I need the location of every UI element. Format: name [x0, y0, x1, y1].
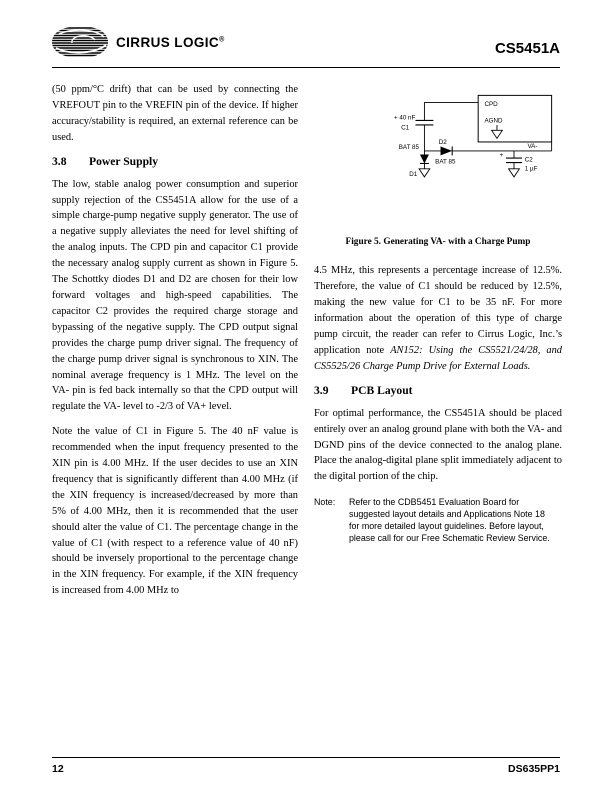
cirrus-swirl-icon: [50, 24, 112, 60]
note-text: Refer to the CDB5451 Evaluation Board for suggested layout details and Applications Note 18 for more detailed layout guidelines. Before layout, please call for our Free Schematic Review Service.: [349, 497, 550, 543]
label-agnd: AGND: [484, 117, 503, 125]
section-heading-power-supply: [52, 155, 298, 168]
registered-mark: ®: [219, 36, 225, 43]
left-column: [52, 82, 298, 608]
section-title: PCB Layout: [351, 383, 413, 397]
figure-5-caption: Figure 5. Generating VA- with a Charge Pump: [345, 237, 531, 248]
label-bat85-d2: BAT 85: [435, 158, 456, 166]
charge-pump-paragraph: [314, 263, 562, 374]
label-c1-value: 40 nF: [399, 114, 416, 122]
section-title: Power Supply: [89, 154, 159, 168]
document-number: DS635PP1: [508, 763, 560, 775]
ground-icon: [509, 169, 520, 177]
part-number: CS5451A: [494, 40, 560, 57]
label-c1: C1: [401, 124, 410, 132]
label-c2: C2: [524, 156, 533, 164]
note-block: [314, 497, 562, 544]
brand-wordmark: [116, 35, 225, 50]
app-note-reference: AN152: Using the CS5521/24/28, and CS5525/26 Charge Pump Drive for External Loads.: [314, 344, 562, 372]
label-va-minus: VA-: [527, 143, 538, 151]
section-heading-pcb-layout: [314, 384, 562, 397]
label-cpd: CPD: [484, 101, 498, 109]
diode-d1-icon: [420, 155, 429, 164]
power-supply-paragraph-1: The low, stable analog power consumption and superior supply rejection of the CS5451A allow for the use of a simple charge-pump negative supply generator. The use of a negative supply alleviates the need for level shifting of the analog inputs. The CPD pin and capacitor C1 provide the necessary analog supply current as shown in Figure 5. The Schottky diodes D1 and D2 are chosen for their low forward voltages and high-speed capabilities. The capacitor C2 provides the required charge storage and bypassing of the negative supply. The CPD output signal provides the charge pump driver signal. The frequency of the charge pump driver signal is synchronous to XIN. The nominal average frequency is 1 MHz. The level on the VA- pin is fed back internally so that the CPD output will regulate the VA- level to -2/3 of VA+ level.: [52, 178, 298, 413]
charge-pump-circuit-diagram: [342, 90, 557, 224]
section-number: 3.9: [314, 383, 329, 397]
brand-name: CIRRUS LOGIC: [116, 34, 220, 50]
label-bat85-d1: BAT 85: [398, 144, 420, 152]
label-c2-plus: +: [499, 152, 504, 160]
intro-paragraph: (50 ppm/°C drift) that can be used by connecting the VREFOUT pin to the VREFIN pin of the device. If higher accuracy/stability is required, an external reference can be used.: [52, 84, 298, 143]
note-label: Note:: [314, 497, 336, 508]
ground-icon: [492, 130, 503, 138]
label-c1-plus: +: [393, 114, 398, 122]
paragraph-text: 4.5 MHz, this represents a percentage increase of 12.5%. Therefore, the value of C1 should be reduced by 12.5%, making the new value for C1 to be 35 nF. For more information about the operation of this type of charge pump circuit, the reader can refer to Cirrus Logic, Inc.’s application note: [314, 265, 562, 356]
figure-5: [342, 90, 562, 229]
page-number: 12: [52, 763, 64, 775]
footer-divider: [52, 757, 560, 758]
label-c2-value: 1 µF: [524, 165, 538, 173]
label-d2: D2: [438, 138, 447, 146]
pcb-layout-paragraph: For optimal performance, the CS5451A should be placed entirely over an analog ground plane with both the VA- and DGND pins of the device connected to the analog plane. Place the analog-digital plane split immediately adjacent to the digital portion of the chip.: [314, 407, 562, 483]
label-d1: D1: [409, 171, 418, 178]
header-divider: [52, 67, 560, 68]
section-number: 3.8: [52, 154, 67, 168]
cirrus-logic-logo: [50, 24, 225, 60]
diode-d2-icon: [441, 146, 453, 155]
right-column: [314, 88, 562, 544]
power-supply-paragraph-2: Note the value of C1 in Figure 5. The 40 nF value is recommended when the input frequency presented to the XIN pin is 4.00 MHz. If the user decides to use an XIN frequency that is significantly different than 4.00 MHz (if the XIN frequency is increased/decreased by more than 5% of 4.00 MHz, then it is recommended that the user should alter the value of C1. The percentage change in the value of C1 (with respect to a reference value of 40 nF) should be inversely proportional to the percentage change in the XIN frequency. For example, if the XIN frequency is increased from 4.00 MHz to: [52, 426, 298, 597]
ground-icon: [419, 169, 430, 177]
